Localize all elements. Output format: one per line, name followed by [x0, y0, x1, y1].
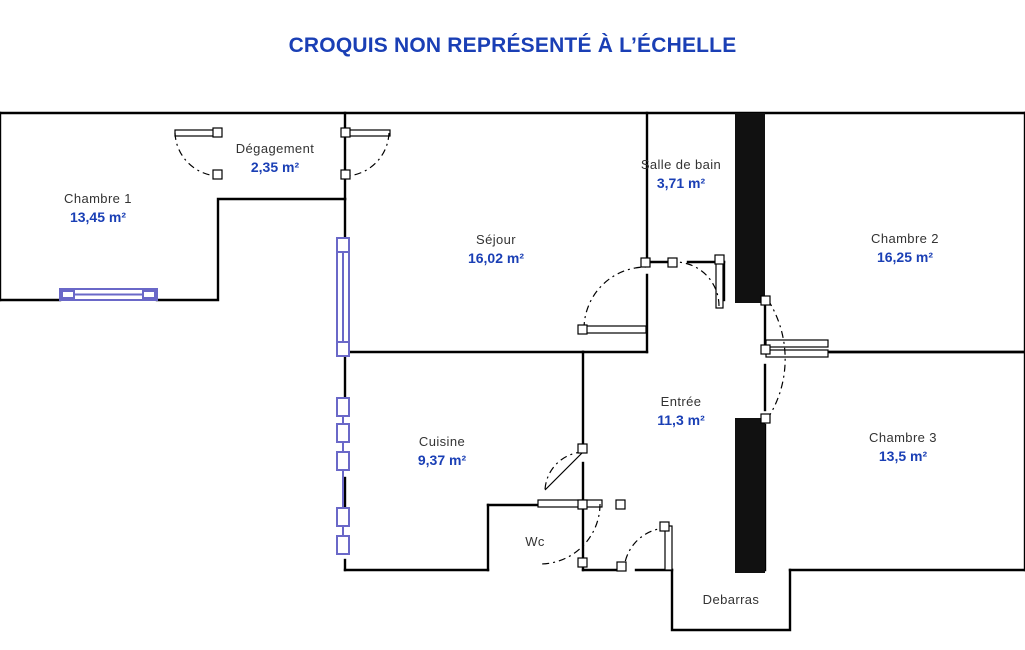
room-label-cuisine: [344, 433, 540, 470]
room-name: Chambre 3: [869, 430, 937, 445]
room-label-entree: [583, 393, 779, 430]
room-name: Chambre 2: [871, 231, 939, 246]
room-name: Chambre 1: [64, 191, 132, 206]
room-label-salle-de-bain: [583, 156, 779, 193]
room-name: Dégagement: [235, 141, 315, 156]
page-title: CROQUIS NON REPRÉSENTÉ À L’ÉCHELLE: [288, 34, 737, 57]
room-name: Wc: [525, 534, 545, 549]
room-area: 9,37 m²: [417, 452, 467, 468]
room-label-debarras: [633, 591, 829, 609]
room-label-degagement: [177, 140, 373, 177]
room-name: Cuisine: [418, 434, 466, 449]
room-label-chambre-2: [807, 230, 1003, 267]
room-area: 3,71 m²: [656, 175, 706, 191]
room-area: 16,25 m²: [876, 249, 934, 265]
room-label-wc: [437, 533, 633, 551]
room-area: 2,35 m²: [250, 159, 300, 175]
room-name: Entrée: [660, 394, 702, 409]
room-name: Séjour: [476, 232, 516, 247]
room-area: 16,02 m²: [467, 250, 525, 266]
room-name: Debarras: [702, 592, 760, 607]
room-name: Salle de bain: [640, 157, 722, 172]
room-area: 13,45 m²: [69, 209, 127, 225]
window-layer: [60, 238, 349, 554]
room-label-chambre-3: [805, 429, 1001, 466]
room-label-chambre-1: [0, 190, 196, 227]
door-layer: [175, 128, 1025, 571]
room-area: 13,5 m²: [878, 448, 928, 464]
room-area: 11,3 m²: [657, 412, 705, 428]
room-label-sejour: [398, 231, 594, 268]
